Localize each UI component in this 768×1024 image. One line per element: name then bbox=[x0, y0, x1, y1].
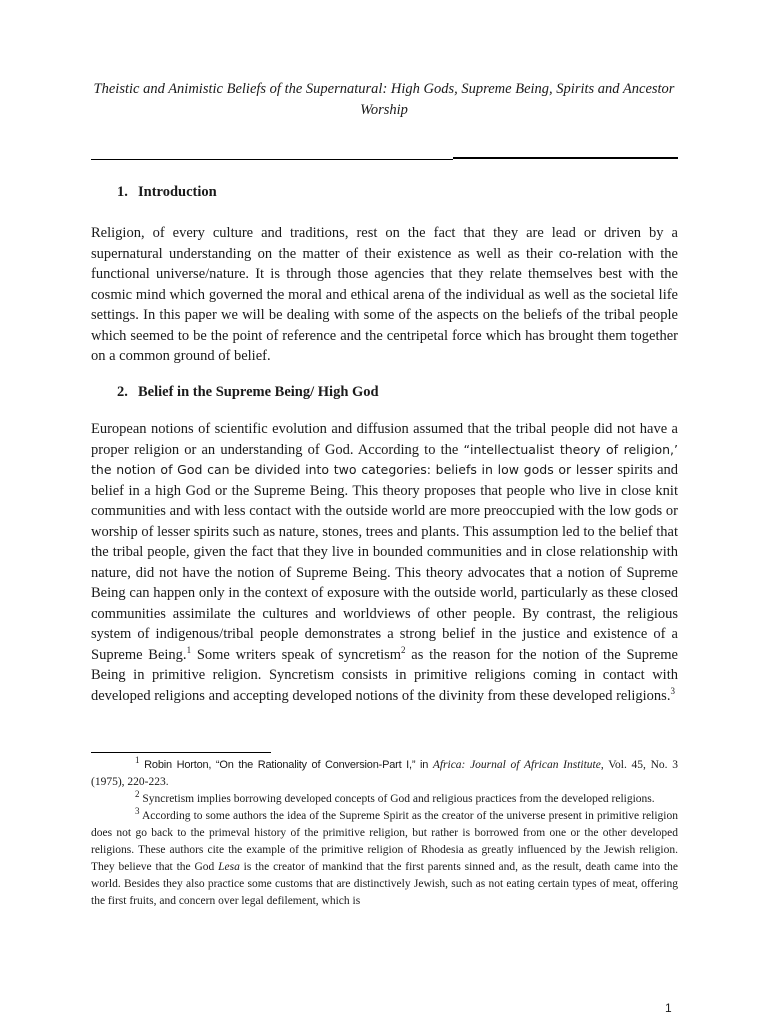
footnotes bbox=[91, 757, 678, 910]
footnote-text: According to some authors the idea of the Supreme Spirit as the creator of the universe present in primitive religion does not go back to the primeval history of the primitive religion, but rather is borrowed from one or the other developed religions. These authors cite the example of the primitive religion of Rhodesia as greatly influenced by the Jewish religion. They believe that the God bbox=[91, 810, 678, 873]
title-rule-left bbox=[91, 159, 453, 160]
title-rule-right bbox=[453, 157, 678, 159]
footnote-mark: 2 bbox=[135, 789, 140, 800]
footnote-god-name: Lesa bbox=[218, 861, 240, 873]
footnote-separator bbox=[91, 752, 271, 753]
paragraph-text: Some writers speak of syncretism bbox=[191, 646, 402, 663]
section-number: 2. bbox=[117, 384, 128, 400]
footnote-text: , Vol. 45, No. 3 (1975), 220-223. bbox=[91, 759, 678, 788]
supreme-being-paragraph bbox=[91, 419, 678, 706]
footnote-text: Robin Horton, “On the Rationality of Conversion-Part I,” in bbox=[139, 759, 433, 771]
section-heading-text: Introduction bbox=[138, 184, 217, 200]
footnote-mark: 3 bbox=[135, 806, 140, 817]
footnote-1 bbox=[91, 757, 678, 791]
paragraph-text-sans: “intellectualist theory of religion,’ the notion of God can be divided into two categories: beliefs in low gods or lesser bbox=[91, 441, 678, 477]
footnote-text: Syncretism implies borrowing developed concepts of God and religious practices from the developed religions. bbox=[139, 793, 655, 805]
paragraph-text: spirits and belief in a high God or the Supreme Being. This theory proposes that people who live in close knit communities and with less contact with the outside world are more preoccupied with the low gods or worship of lesser spirits such as nature, stones, trees and plants. This assumption led to the belief that the tribal people, given the fact that they live in bounded communities and in close relationship with nature, did not have the notion of Supreme Being. This theory advocates that a notion of Supreme Being can happen only in the context of exposure with the outside world, particularly as these closed communities assimilate the cultures and worldviews of other people. By contrast, the religious system of indigenous/tribal people demonstrates a strong belief in the justice and existence of a Supreme Being. bbox=[91, 462, 679, 663]
footnote-journal: Africa: Journal of African Institute bbox=[432, 759, 601, 771]
footnote-ref[interactable]: 1 bbox=[186, 644, 192, 655]
page-number: 1 bbox=[665, 1001, 672, 1015]
introduction-paragraph: Religion, of every culture and traditions, rest on the fact that they are lead or driven by a supernatural understanding on the matter of their existence as well as their co-relation with the functional universe/nature. It is through those agencies that they relate themselves best with the cosmic mind which governed the moral and ethical arena of the individual as well as the societal life settings. In this paper we will be dealing with some of the aspects on the beliefs of the tribal people which seemed to be the point of reference and the centripetal force which has brought them together on a common ground of belief. bbox=[91, 225, 678, 364]
footnote-text: is the creator of mankind that the first parents sinned and, as the result, death came into the world. Besides they also practice some customs that are distinctively Jewish, such as not eating certain types of meat, offering the first fruits, and concern over legal defilement, which is bbox=[91, 861, 678, 907]
section-heading-text: Belief in the Supreme Being/ High God bbox=[138, 384, 379, 400]
paragraph-text: as the reason for the notion of the Supreme Being in primitive religion. Syncretism consists in primitive religions coming in contact with developed religions and accepting developed notions of the divinity from these developed religions. bbox=[91, 646, 678, 704]
paragraph-text: European notions of scientific evolution and diffusion assumed that the tribal people did not have a proper religion or an understanding of God. According to the bbox=[91, 421, 678, 458]
footnote-ref[interactable]: 3 bbox=[670, 685, 675, 696]
footnote-3 bbox=[91, 808, 678, 910]
section-number: 1. bbox=[117, 184, 128, 200]
section-heading-supreme-being bbox=[117, 383, 379, 401]
footnote-ref[interactable]: 2 bbox=[401, 644, 406, 655]
footnote-2 bbox=[91, 791, 678, 808]
section-heading-introduction bbox=[117, 183, 217, 201]
footnote-mark: 1 bbox=[135, 755, 140, 766]
document-title: Theistic and Animistic Beliefs of the Supernatural: High Gods, Supreme Being, Spirits and Ancestor Worship bbox=[93, 81, 675, 118]
